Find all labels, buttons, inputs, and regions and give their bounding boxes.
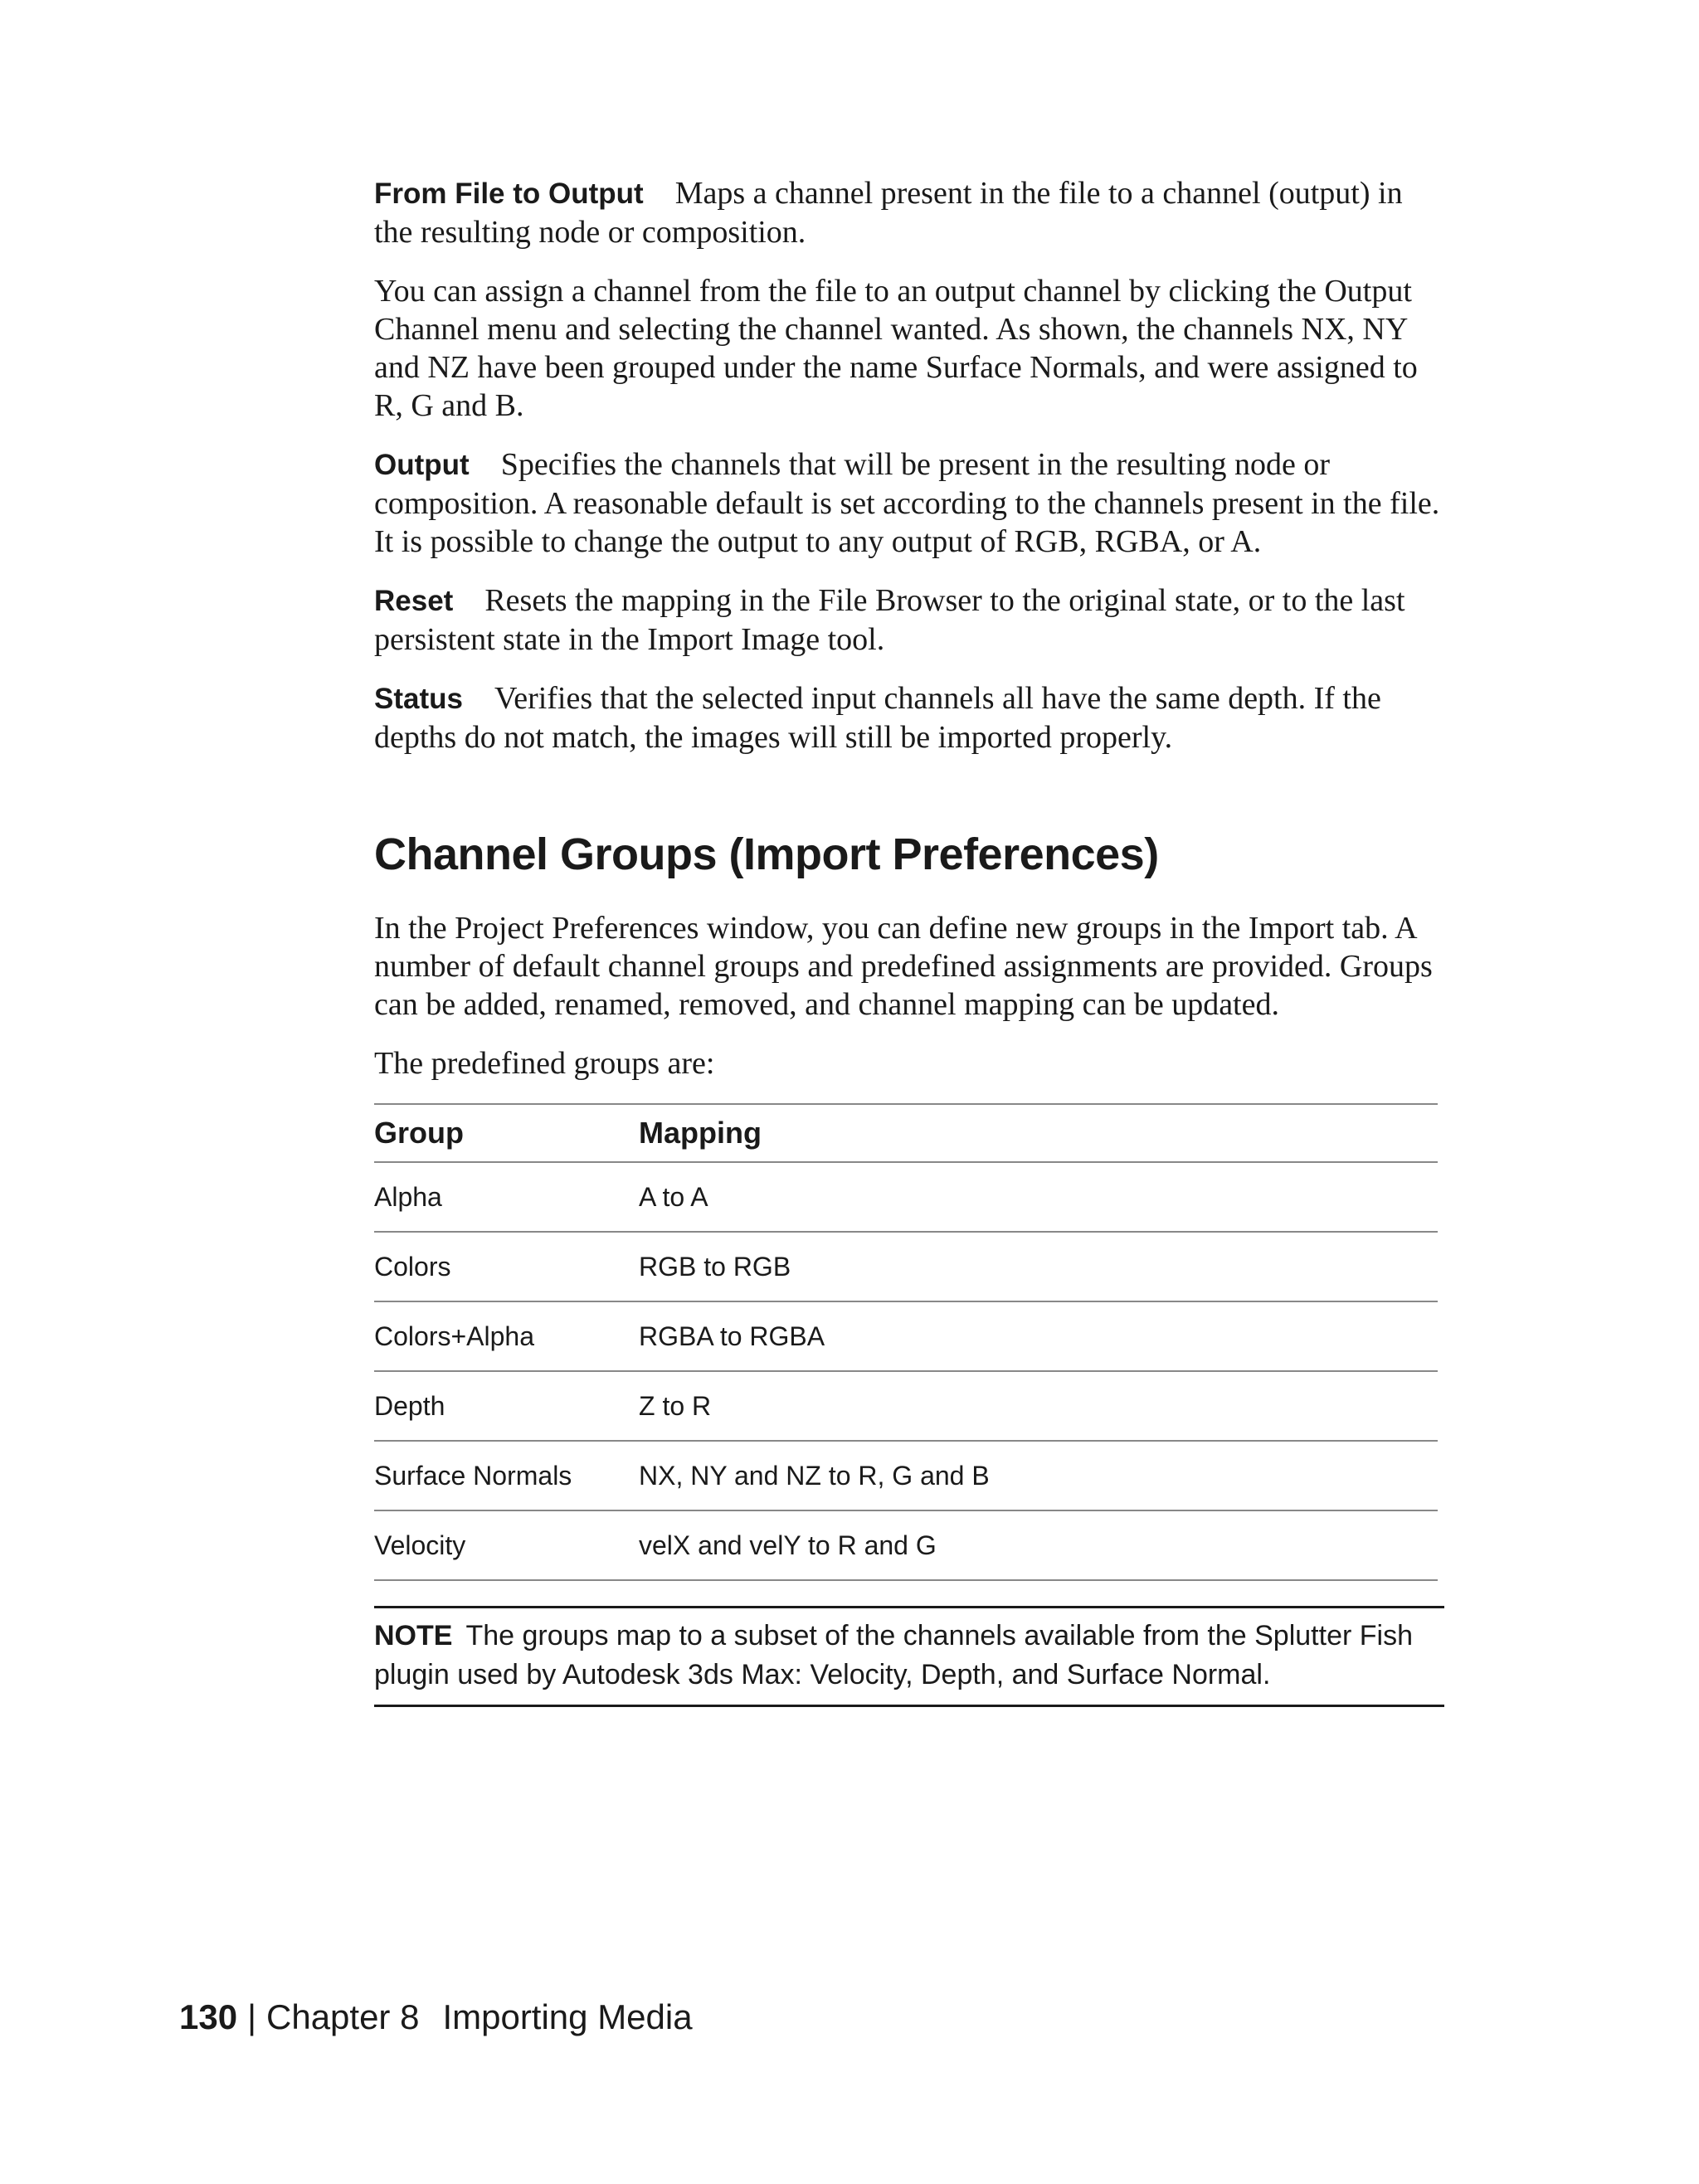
page-number: 130 xyxy=(179,1997,238,2036)
table-row xyxy=(374,1162,1438,1232)
page-content xyxy=(374,174,1444,1707)
table-row xyxy=(374,1510,1438,1580)
definition-text: Resets the mapping in the File Browser to the original state, or to the last persistent state in the Import Image tool. xyxy=(374,583,1405,657)
note-box xyxy=(374,1606,1444,1707)
mapping-cell: NX, NY and NZ to R, G and B xyxy=(639,1441,1438,1510)
chapter-label: Chapter 8 xyxy=(266,1997,420,2036)
table-row xyxy=(374,1232,1438,1301)
definition-term: Output xyxy=(374,449,470,481)
definition-text: Specifies the channels that will be present in the resulting node or composition. A reasonable default is set according to the channels present in the file. It is possible to change the output to any output of RGB, RGBA, or A. xyxy=(374,447,1440,559)
section-heading: Channel Groups (Import Preferences) xyxy=(374,829,1159,879)
definition-text: Verifies that the selected input channels all have the same depth. If the depths do not match, the images will still be imported properly. xyxy=(374,681,1381,755)
definition-output xyxy=(374,445,1444,561)
table-row xyxy=(374,1441,1438,1510)
group-cell: Velocity xyxy=(374,1510,639,1580)
predefined-groups-table xyxy=(374,1103,1438,1581)
chapter-title: Importing Media xyxy=(442,1997,693,2036)
mapping-cell: RGBA to RGBA xyxy=(639,1301,1438,1371)
table-header-row xyxy=(374,1104,1438,1162)
group-cell: Depth xyxy=(374,1371,639,1441)
mapping-cell: Z to R xyxy=(639,1371,1438,1441)
section-intro: In the Project Preferences window, you can define new groups in the Import tab. A number of default channel groups and predefined assignments are provided. Groups can be added, renamed, removed, and channel mapping can be updated. xyxy=(374,911,1433,1022)
column-header-group: Group xyxy=(374,1104,639,1162)
definition-term: From File to Output xyxy=(374,178,644,210)
footer-separator: | xyxy=(247,1997,256,2036)
note-text: The groups map to a subset of the channels available from the Splutter Fish plugin used by Autodesk 3ds Max: Velocity, Depth, and Surface Normal. xyxy=(374,1620,1413,1690)
mapping-cell: RGB to RGB xyxy=(639,1232,1438,1301)
note-label: NOTE xyxy=(374,1620,453,1651)
definition-reset xyxy=(374,581,1444,659)
definition-status xyxy=(374,679,1444,756)
column-header-mapping: Mapping xyxy=(639,1104,1438,1162)
paragraph-assign-channel: You can assign a channel from the file to an output channel by clicking the Output Channel menu and selecting the channel wanted. As shown, the channels NX, NY and NZ have been grouped under the name Surface Normals, and were assigned to R, G and B. xyxy=(374,274,1418,423)
table-row xyxy=(374,1301,1438,1371)
definition-term: Reset xyxy=(374,585,454,617)
group-cell: Colors xyxy=(374,1232,639,1301)
section-lead: The predefined groups are: xyxy=(374,1046,715,1081)
group-cell: Colors+Alpha xyxy=(374,1301,639,1371)
mapping-cell: A to A xyxy=(639,1162,1438,1232)
group-cell: Surface Normals xyxy=(374,1441,639,1510)
page-footer xyxy=(179,1995,693,2040)
mapping-cell: velX and velY to R and G xyxy=(639,1510,1438,1580)
definition-from-file-to-output xyxy=(374,174,1444,251)
definition-term: Status xyxy=(374,683,463,715)
definition-text: Maps a channel present in the file to a channel (output) in the resulting node or composition. xyxy=(374,176,1403,250)
table-row xyxy=(374,1371,1438,1441)
group-cell: Alpha xyxy=(374,1162,639,1232)
